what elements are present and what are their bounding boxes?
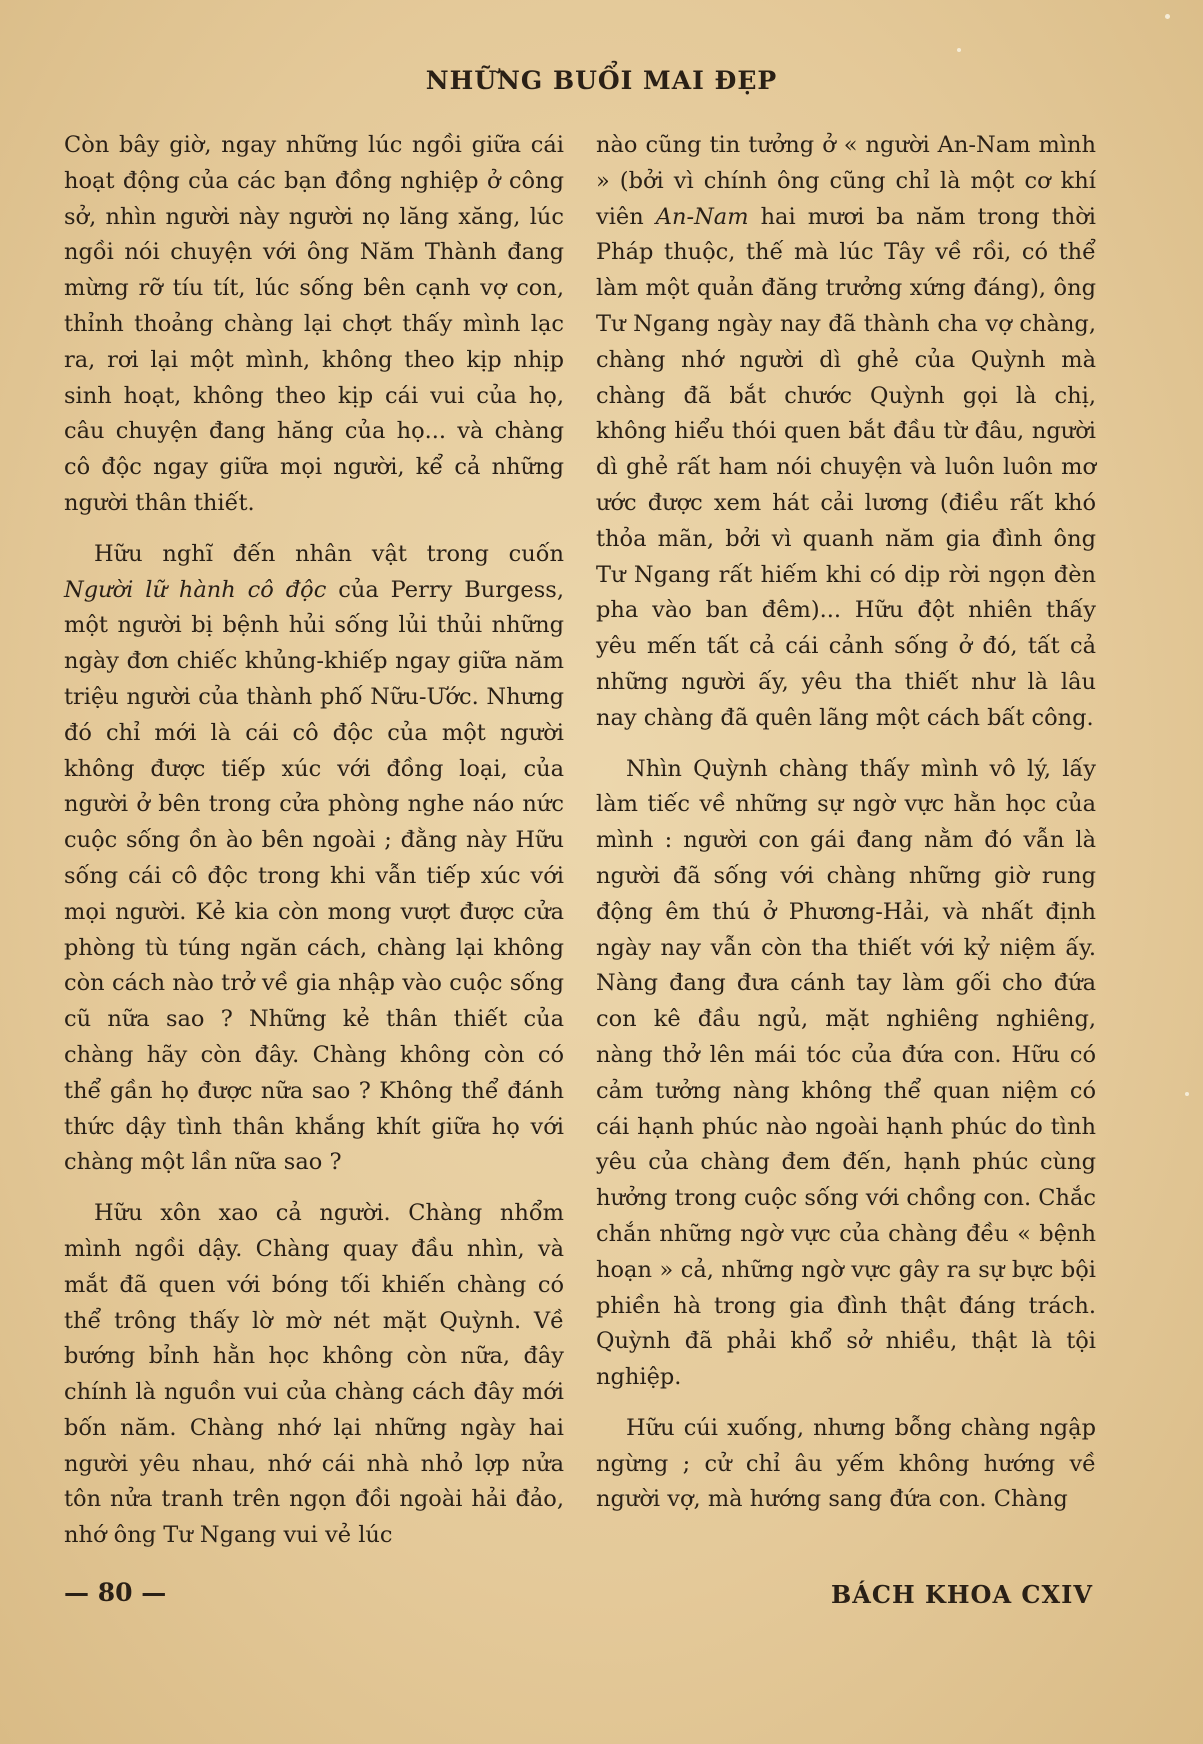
italic-term: An-Nam xyxy=(655,203,749,230)
paragraph: Nhìn Quỳnh chàng thấy mình vô lý, lấy làm tiếc về những sự ngờ vực hằn học của mình : người con gái đang nằm đó vẫn là người đã sống với chàng những giờ rung động êm thú ở Phương-Hải, và nhất định ngày nay vẫn còn tha thiết với kỷ niệm ấy. Nàng đang đưa cánh tay làm gối cho đứa con kê đầu ngủ, mặt nghiêng nghiêng, nàng thở lên mái tóc của đứa con. Hữu có cảm tưởng nàng không thể quan niệm có cái hạnh phúc nào ngoài hạnh phúc do tình yêu của chàng đem đến, hạnh phúc cùng hưởng trong cuộc sống với chồng con. Chắc chắn những ngờ vực của chàng đều « bệnh hoạn » cả, những ngờ vực gây ra sự bực bội phiền hà trong gia đình thật đáng trách. Quỳnh đã phải khổ sở nhiều, thật là tội nghiệp. xyxy=(596,755,1096,1391)
text-run: hai mươi ba năm trong thời Pháp thuộc, thế mà lúc Tây về rồi, có thể làm một quản đăng trưởng xứng đáng), ông Tư Ngang ngày nay đã thành cha vợ chàng, chàng nhớ người dì ghẻ của Quỳnh mà chàng đã bắt chước Quỳnh gọi là chị, không hiểu thói quen bắt đầu từ đâu, người dì ghẻ rất ham nói chuyện và luôn luôn mơ ước được xem hát cải lương (điều rất khó thỏa mãn, bởi vì quanh năm gia đình ông Tư Ngang rất hiếm khi có dịp rời ngọn đèn pha vào ban đêm)... Hữu đột nhiên thấy yêu mến tất cả cái cảnh sống ở đó, tất cả những người ấy, yêu tha thiết như là lâu nay chàng đã quên lãng một cách bất công. xyxy=(596,203,1096,731)
text-run: Hữu nghĩ đến nhân vật trong cuốn xyxy=(94,540,564,567)
paper-speck xyxy=(1185,1092,1189,1096)
page-number: — 80 — xyxy=(64,1578,167,1607)
paper-speck xyxy=(957,48,961,52)
paragraph: Còn bây giờ, ngay những lúc ngồi giữa cái hoạt động của các bạn đồng nghiệp ở công sở, nhìn người này người nọ lăng xăng, lúc ngồi nói chuyện với ông Năm Thành đang mừng rỡ tíu tít, lúc sống bên cạnh vợ con, thỉnh thoảng chàng lại chợt thấy mình lạc ra, rơi lại một mình, không theo kịp nhịp sinh hoạt, không theo kịp cái vui của họ, câu chuyện đang hăng của họ... và chàng cô độc ngay giữa mọi người, kể cả những người thân thiết. xyxy=(64,132,564,516)
paper-speck xyxy=(1165,14,1170,19)
paragraph xyxy=(64,537,564,1181)
right-column xyxy=(596,128,1096,1533)
paragraph: Hữu xôn xao cả người. Chàng nhổm mình ngồi dậy. Chàng quay đầu nhìn, và mắt đã quen với bóng tối khiến chàng có thể trông thấy lờ mờ nét mặt Quỳnh. Về bướng bỉnh hằn học không còn nữa, đây chính là nguồn vui của chàng cách đây mới bốn năm. Chàng nhớ lại những ngày hai người yêu nhau, nhớ cái nhà nhỏ lợp nửa tôn nửa tranh trên ngọn đồi ngoài hải đảo, nhớ ông Tư Ngang vui vẻ lúc xyxy=(64,1200,564,1549)
left-column xyxy=(64,128,564,1569)
text-run: nào cũng tin tưởng ở « người An-Nam mình » (bởi vì chính ông cũng chỉ là một cơ khí viên xyxy=(596,132,1096,230)
paragraph xyxy=(596,128,1096,737)
book-title: Người lữ hành cô độc xyxy=(64,576,327,603)
running-header: NHỮNG BUỔI MAI ĐẸP xyxy=(425,66,778,95)
paragraph: Hữu cúi xuống, nhưng bỗng chàng ngập ngừng ; cử chỉ âu yếm không hướng về người vợ, mà hướng sang đứa con. Chàng xyxy=(596,1414,1096,1513)
publication-name: BÁCH KHOA CXIV xyxy=(830,1580,1093,1609)
text-run: của Perry Burgess, một người bị bệnh hủi sống lủi thủi những ngày đơn chiếc khủng-khiếp ngay giữa năm triệu người của thành phố Nữu-Ước. Nhưng đó chỉ mới là cái cô độc của một người không được tiếp xúc với đồng loại, của người ở bên trong cửa phòng nghe náo nức cuộc sống ồn ào bên ngoài ; đằng này Hữu sống cái cô độc trong khi vẫn tiếp xúc với mọi người. Kẻ kia còn mong vượt được cửa phòng tù túng ngăn cách, chàng lại không còn cách nào trở về gia nhập vào cuộc sống cũ nữa sao ? Những kẻ thân thiết của chàng hãy còn đây. Chàng không còn có thể gần họ được nữa sao ? Không thể đánh thức dậy tình thân khắng khít giữa họ với chàng một lần nữa sao ? xyxy=(64,576,564,1176)
